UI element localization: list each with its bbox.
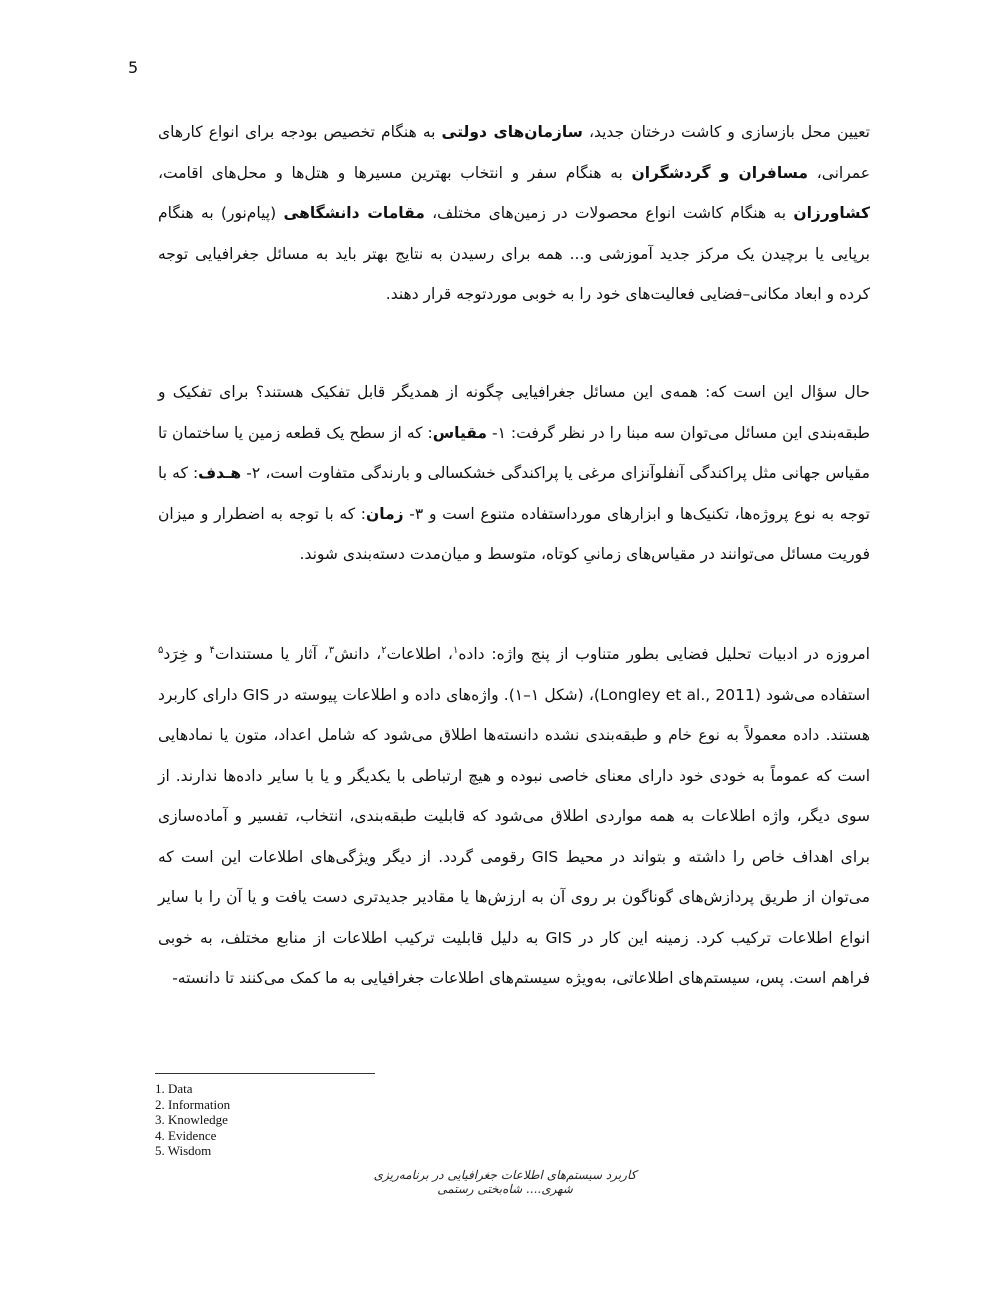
- page-number: 5: [128, 58, 139, 77]
- p2-text-a: حال سؤال این است که: همه‌ی این مسائل جغرافیایی چگونه از همدیگر قابل تفکیک هستند؟ برای تفکیک و طبقه‌بندی این مسائل می‌توان سه مبنا را در نظر گرفت: ۱-: [158, 383, 870, 442]
- p2-bold-time: زمان: [366, 504, 404, 523]
- p1-text-f: (پیام‌نور) به هنگام برپایی یا برچیدن یک مرکز جدید آموزشی و... همه برای رسیدن به نتایج بهتر باید به مسائل جغرافیایی توجه کرده و ابعاد مکانی–فضایی فعالیت‌های خود را به خوبی موردتوجه قرار دهند.: [158, 204, 870, 303]
- citation: Longley et al., 2011: [599, 685, 755, 704]
- footnotes-list: [155, 1081, 230, 1159]
- p1-bold-farmers: کشاورزان: [793, 204, 870, 222]
- footnote-ref-4[interactable]: ۴: [209, 644, 215, 656]
- running-footer: کاربرد سیستم‌های اطلاعات جغرافیایی در برنامه‌ریزی شهری.... شاه‌بختی رستمی: [373, 1168, 637, 1196]
- footnote-ref-2[interactable]: ۲: [381, 644, 387, 656]
- p3-text-e: و خِرَد: [163, 645, 210, 663]
- footnote-separator: [155, 1073, 375, 1074]
- p1-bold-travelers: مسافران و گردشگران: [631, 163, 809, 182]
- p1-text-e: به هنگام کاشت انواع محصولات در زمین‌های مختلف،: [424, 204, 794, 222]
- footnote-item: 3. Knowledge: [155, 1112, 228, 1127]
- footnote-ref-1[interactable]: ۱: [452, 644, 459, 656]
- p2-text-e: : که با توجه به اضطرار و میزان فوریت مسائل می‌توانند در مقیاس‌های زمانیِ کوتاه، متوسط و میان‌مدت دسته‌بندی شوند.: [158, 504, 870, 563]
- p3-text-b: ، اطلاعات: [386, 645, 453, 663]
- p3-text-g: )، (شکل ۱–۱). واژه‌های داده و اطلاعات پیوسته در GIS دارای کاربرد هستند. داده معمولاً به نوع خام و طبقه‌بندی نشده دانسته‌ها اطلاق می‌شود که شامل اعداد، متون یا نمادهایی است که عموماً به خودی خود دارای معنای خاصی نبوده و هیچ ارتباطی با یکدیگر و یا با سایر داده‌ها ندارند. از سوی دیگر، واژه اطلاعات به همه مواردی اطلاق می‌شود که قابلیت طبقه‌بندی، انتخاب، تفسیر و آماده‌سازی برای اهداف خاص را داشته و بتواند در محیط GIS رقومی گردد. از دیگر ویژگی‌های اطلاعات این است که می‌توان از طریق پردازش‌های گوناگون بر روی آن به ارزش‌ها یا مقادیر جدیدتری دست یافت و یا آن را با سایر انواع اطلاعات ترکیب کرد. زمینه این کار در GIS به دلیل قابلیت ترکیب اطلاعات از منابع مختلف، به خوبی فراهم است. پس، سیستم‌های اطلاعاتی، به‌ویژه سیستم‌های اطلاعات جغرافیایی به ما کمک می‌کنند تا دانسته-: [158, 685, 870, 987]
- p1-bold-university-officials: مقامات دانشگاهی: [283, 204, 425, 222]
- p1-text-a: تعیین محل بازسازی و کاشت درختان جدید،: [582, 123, 870, 141]
- p2-text-c: : که از سطح یک قطعه زمین یا ساختمان تا مقیاس جهانی مثل پراکندگی آنفلوآنزای مرغی یا پراکندگی خشکسالی و بارندگی متفاوت است، ۲-: [158, 423, 870, 482]
- footnote-ref-3[interactable]: ۳: [328, 644, 335, 656]
- footnote-item: 2. Information: [155, 1096, 231, 1112]
- footnote-item: 1. Data: [155, 1081, 193, 1096]
- p1-text-c: به هنگام تخصیص بودجه برای انواع کارهای عمرانی،: [158, 123, 870, 182]
- footnote-item: 5. Wisdom: [155, 1143, 212, 1158]
- p1-text-d: به هنگام سفر و انتخاب بهترین مسیرها و هتل‌ها و محل‌های اقامت،: [158, 163, 632, 182]
- p3-text-c: ، دانش: [334, 645, 382, 663]
- paragraph-3: [158, 634, 870, 999]
- p3-text-d: ، آثار یا مستندات: [214, 645, 329, 663]
- p2-bold-scale: مقیاس: [432, 423, 488, 442]
- p3-text-f: استفاده می‌شود (: [754, 685, 871, 704]
- p2-text-d: : که با توجه به نوع پروژه‌ها، تکنیک‌ها و ابزارهای مورداستفاده متنوع است و ۳-: [158, 464, 870, 523]
- paragraph-2: [158, 372, 870, 575]
- p3-text-a: امروزه در ادبیات تحلیل فضایی بطور متناوب از پنج واژه: داده: [458, 645, 870, 663]
- p2-bold-goal: هـدف: [198, 464, 242, 482]
- footnote-ref-5[interactable]: ۵: [158, 644, 164, 656]
- paragraph-1: [158, 112, 870, 315]
- footnote-item: 4. Evidence: [155, 1127, 217, 1143]
- p1-bold-government-orgs: سازمان‌های دولتی: [441, 123, 583, 141]
